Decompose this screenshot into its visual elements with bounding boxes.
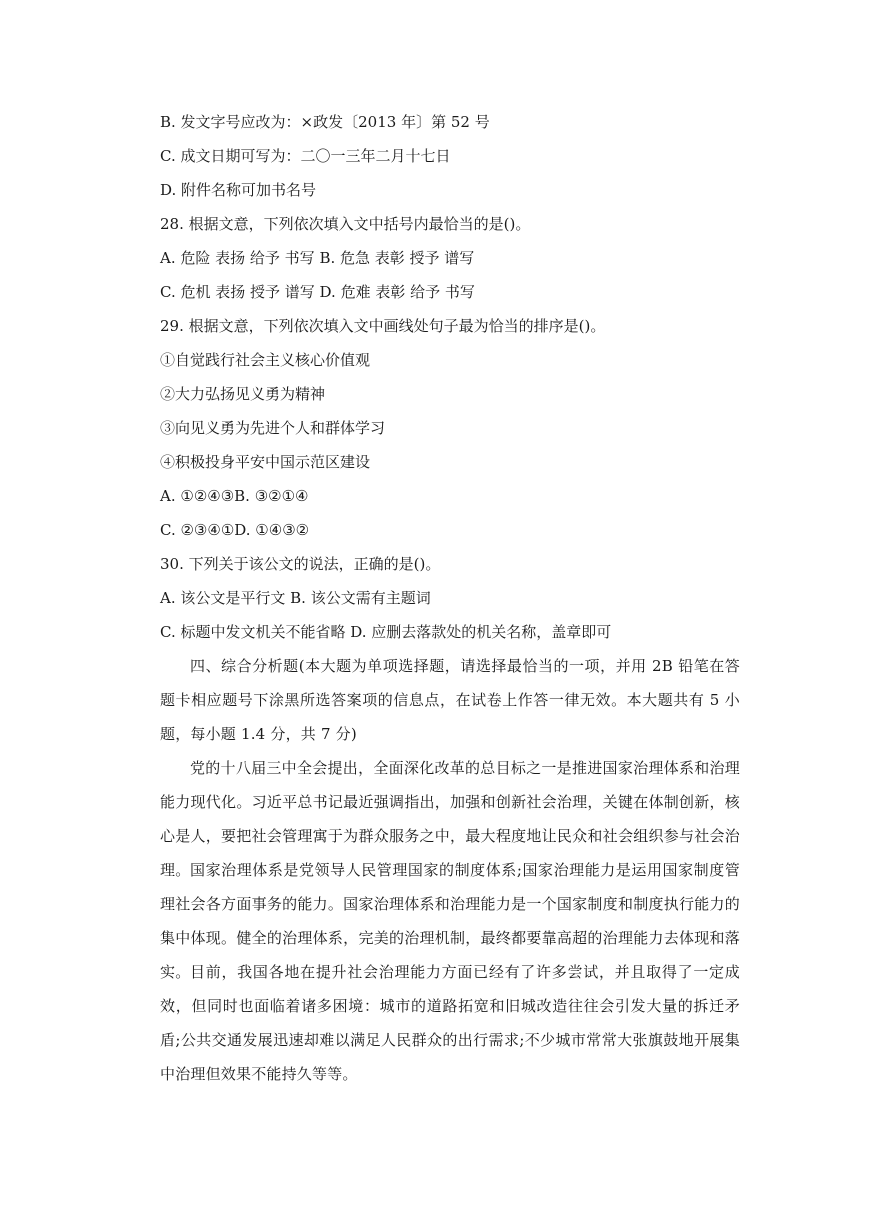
section4-paragraph-2: 国家治理体系是党领导人民管理国家的制度体系;国家治理能力是运用国家制度管理社会各方面事务的能力。国家治理体系和治理能力是一个国家制度和制度执行能力的集中体现。健全的治理体系，完美的治理机制，最终都要靠高超的治理能力去体现和落实。 — [160, 861, 740, 981]
q27-option-d: D. 附件名称可加书名号 — [160, 181, 317, 199]
section4-paragraph-1: 党的十八届三中全会提出，全面深化改革的总目标之一是推进国家治理体系和治理能力现代化。习近平总书记最近强调指出，加强和创新社会治理，关键在体制创新，核心是人，要把社会管理寓于为群众服务之中，最大程度地让民众和社会组织参与社会治理。 — [160, 759, 740, 879]
q28-stem: 28. 根据文意，下列依次填入文中括号内最恰当的是()。 — [160, 215, 531, 233]
q27-option-c: C. 成文日期可写为：二〇一三年二月十七日 — [160, 147, 451, 165]
q28-options-ab: A. 危险 表扬 给予 书写 B. 危急 表彰 授予 谱写 — [160, 249, 475, 267]
section4-heading: 四、综合分析题(本大题为单项选择题，请选择最恰当的一项，并用 2B 铅笔在答题卡相应题号下涂黑所选答案项的信息点，在试卷上作答一律无效。本大题共有 5 小题，每小题 1.4 分，共 7 分) — [160, 657, 740, 743]
q29-item-4: ④积极投身平安中国示范区建设 — [160, 453, 371, 471]
section4-paragraph-3: 目前，我国各地在提升社会治理能力方面已经有了许多尝试，并且取得了一定成效，但同时也面临着诸多困境：城市的道路拓宽和旧城改造往往会引发大量的拆迁矛盾;公共交通发展迅速却难以满足人民群众的出行需求;不少城市常常大张旗鼓地开展集中治理但效果不能持久等等。 — [160, 963, 740, 1083]
q27-option-b: B. 发文字号应改为：×政发〔2013 年〕第 52 号 — [160, 113, 490, 131]
q29-stem: 29. 根据文意，下列依次填入文中画线处句子最为恰当的排序是()。 — [160, 317, 606, 335]
q29-options-ab: A. ①②④③B. ③②①④ — [160, 487, 309, 505]
q29-item-3: ③向见义勇为先进个人和群体学习 — [160, 419, 386, 437]
q28-options-cd: C. 危机 表扬 授予 谱写 D. 危难 表彰 给予 书写 — [160, 283, 475, 301]
q29-item-1: ①自觉践行社会主义核心价值观 — [160, 351, 371, 369]
q30-options-cd: C. 标题中发文机关不能省略 D. 应删去落款处的机关名称，盖章即可 — [160, 623, 612, 641]
q29-item-2: ②大力弘扬见义勇为精神 — [160, 385, 326, 403]
q29-options-cd: C. ②③④①D. ①④③② — [160, 521, 310, 539]
q30-options-ab: A. 该公文是平行文 B. 该公文需有主题词 — [160, 589, 431, 607]
q30-stem: 30. 下列关于该公文的说法，正确的是()。 — [160, 555, 441, 573]
